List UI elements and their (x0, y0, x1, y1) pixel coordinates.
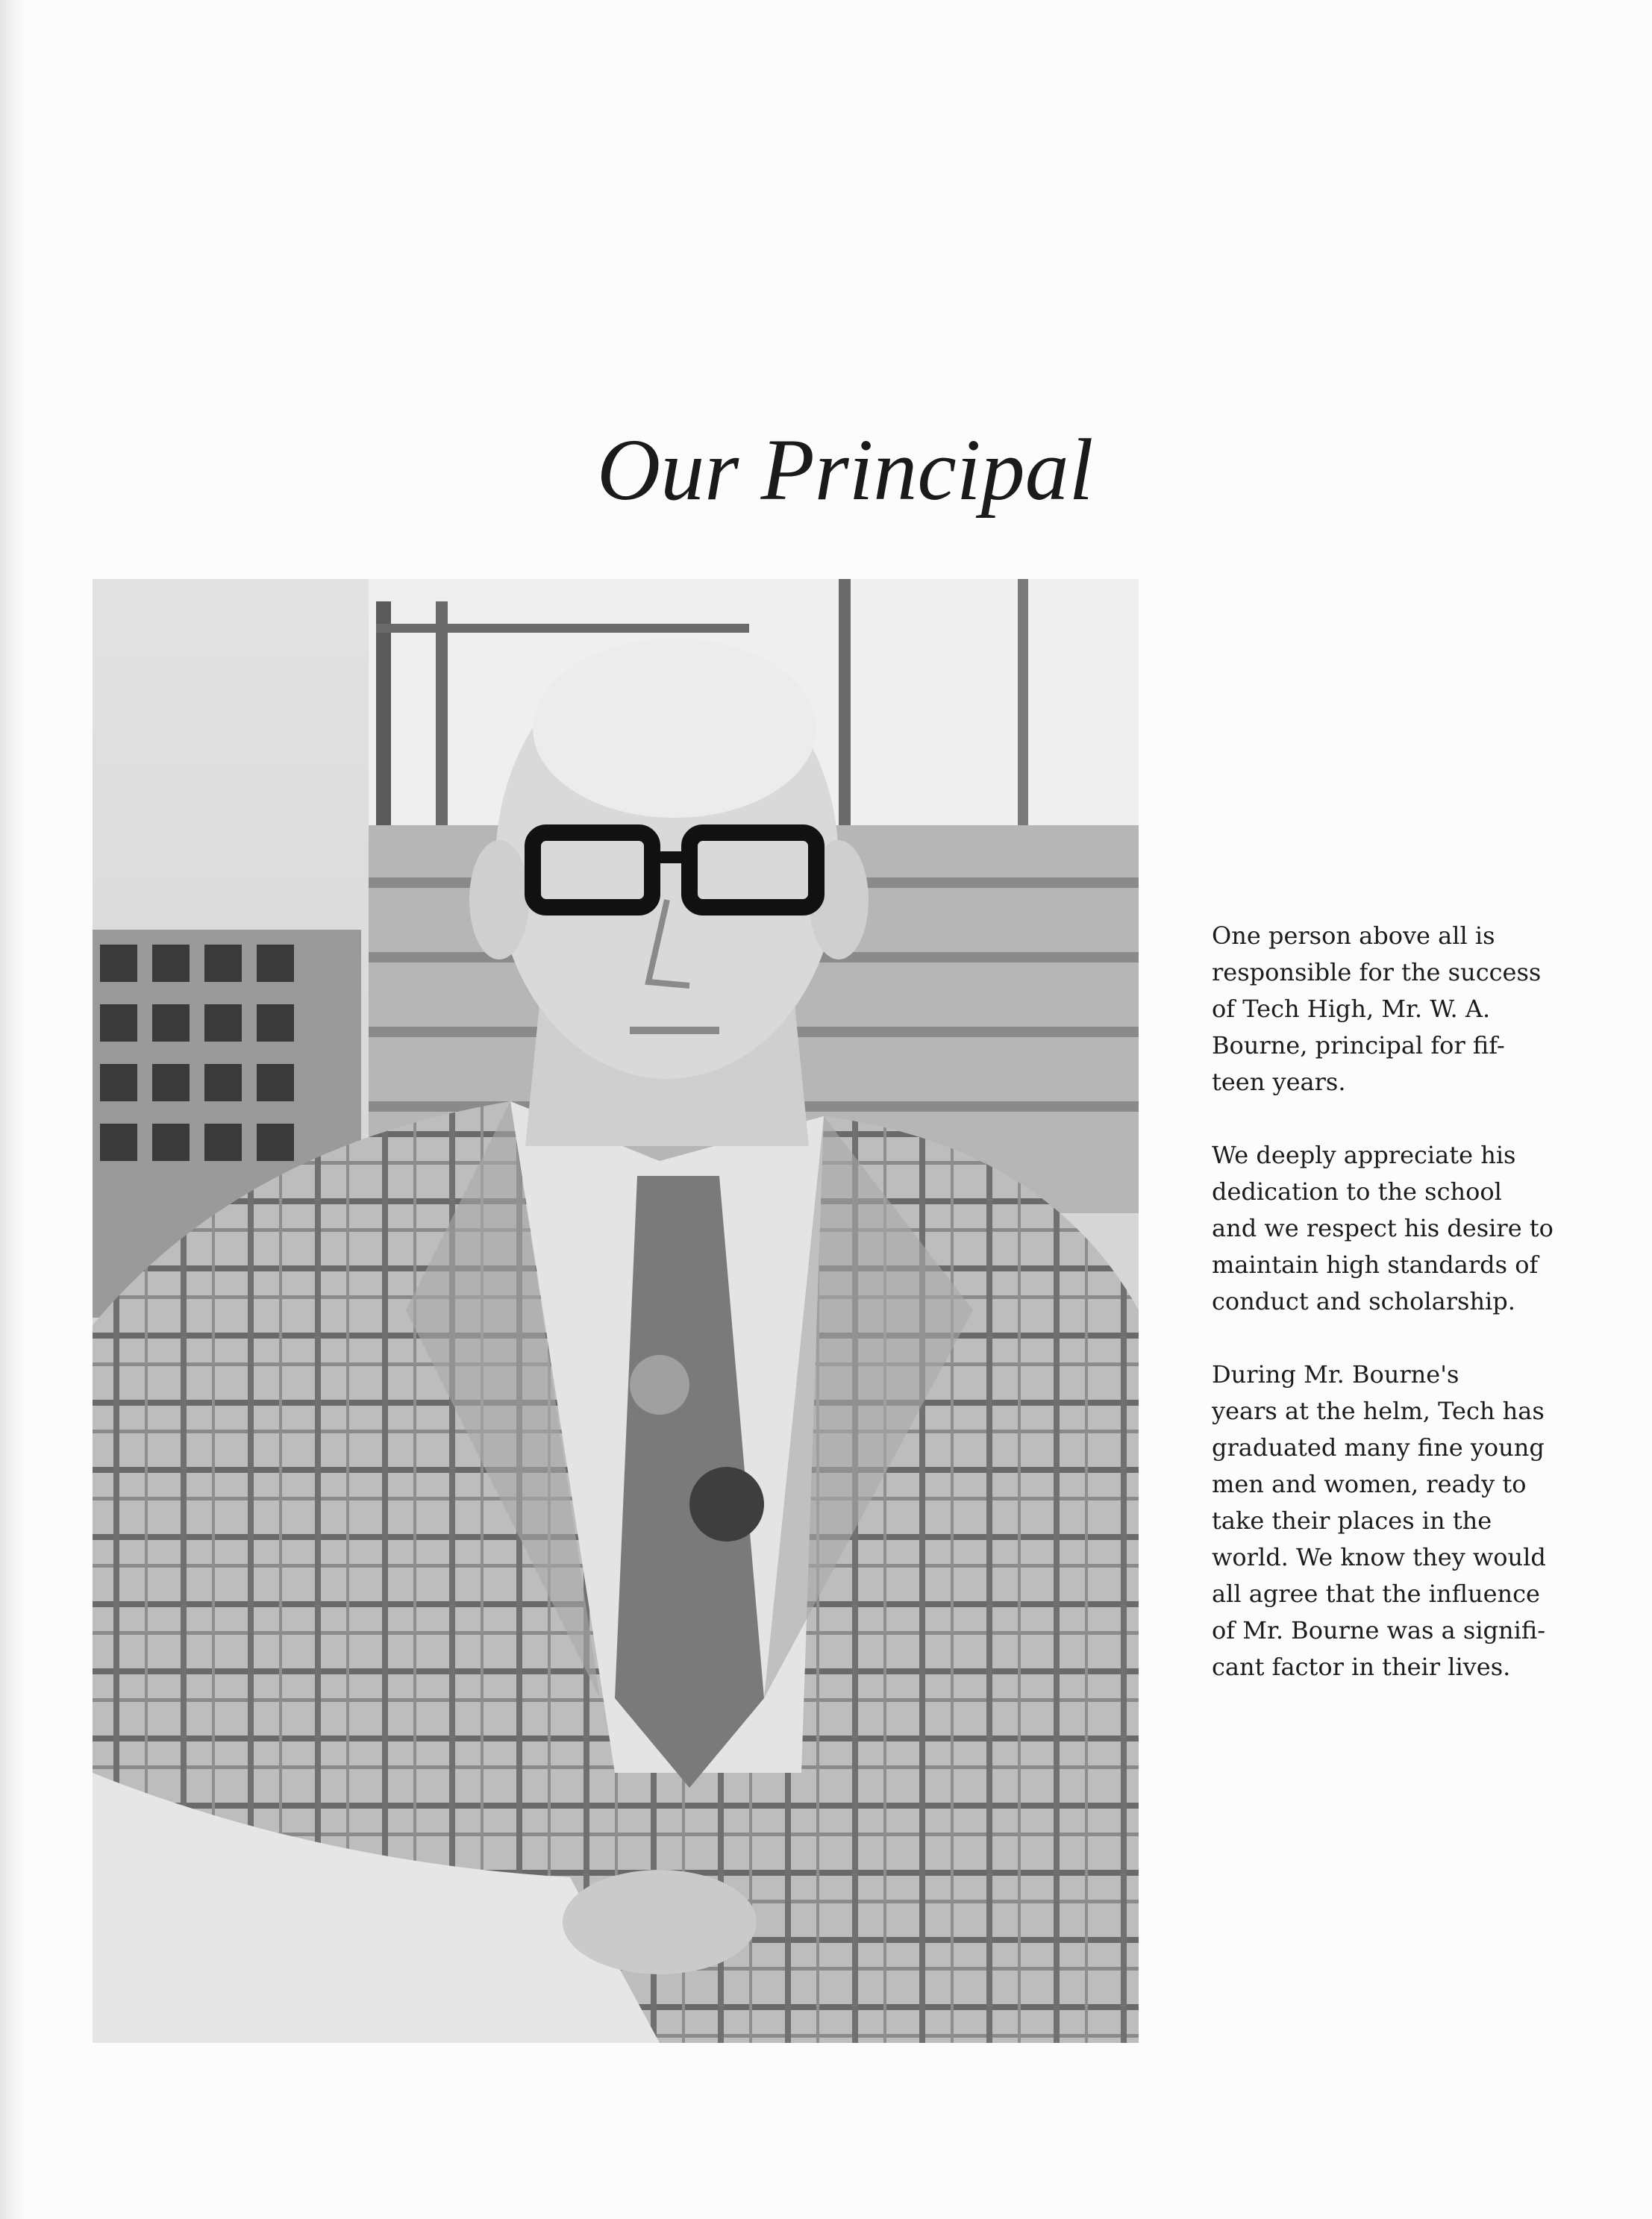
portrait-photo (93, 579, 1139, 2043)
caption-paragraph-3: During Mr. Bourne's years at the helm, Tech has graduated many fine young men and women, ready to take their places in the world. We know they would all agree that the influence of Mr. Bourne was a signifi- cant factor in their lives. (1212, 1360, 1546, 1681)
caption-paragraph-2: We deeply appreciate his dedication to the school and we respect his desire to maintain high standards of conduct and scholarship. (1212, 1141, 1554, 1315)
page-title: Our Principal (597, 421, 1094, 519)
portrait-photo-icon (93, 579, 1139, 2043)
caption-paragraph-1: One person above all is responsible for the success of Tech High, Mr. W. A. Bourne, principal for fif- teen years. (1212, 921, 1542, 1096)
caption-text (1212, 918, 1600, 1722)
binding-edge (0, 0, 27, 2219)
